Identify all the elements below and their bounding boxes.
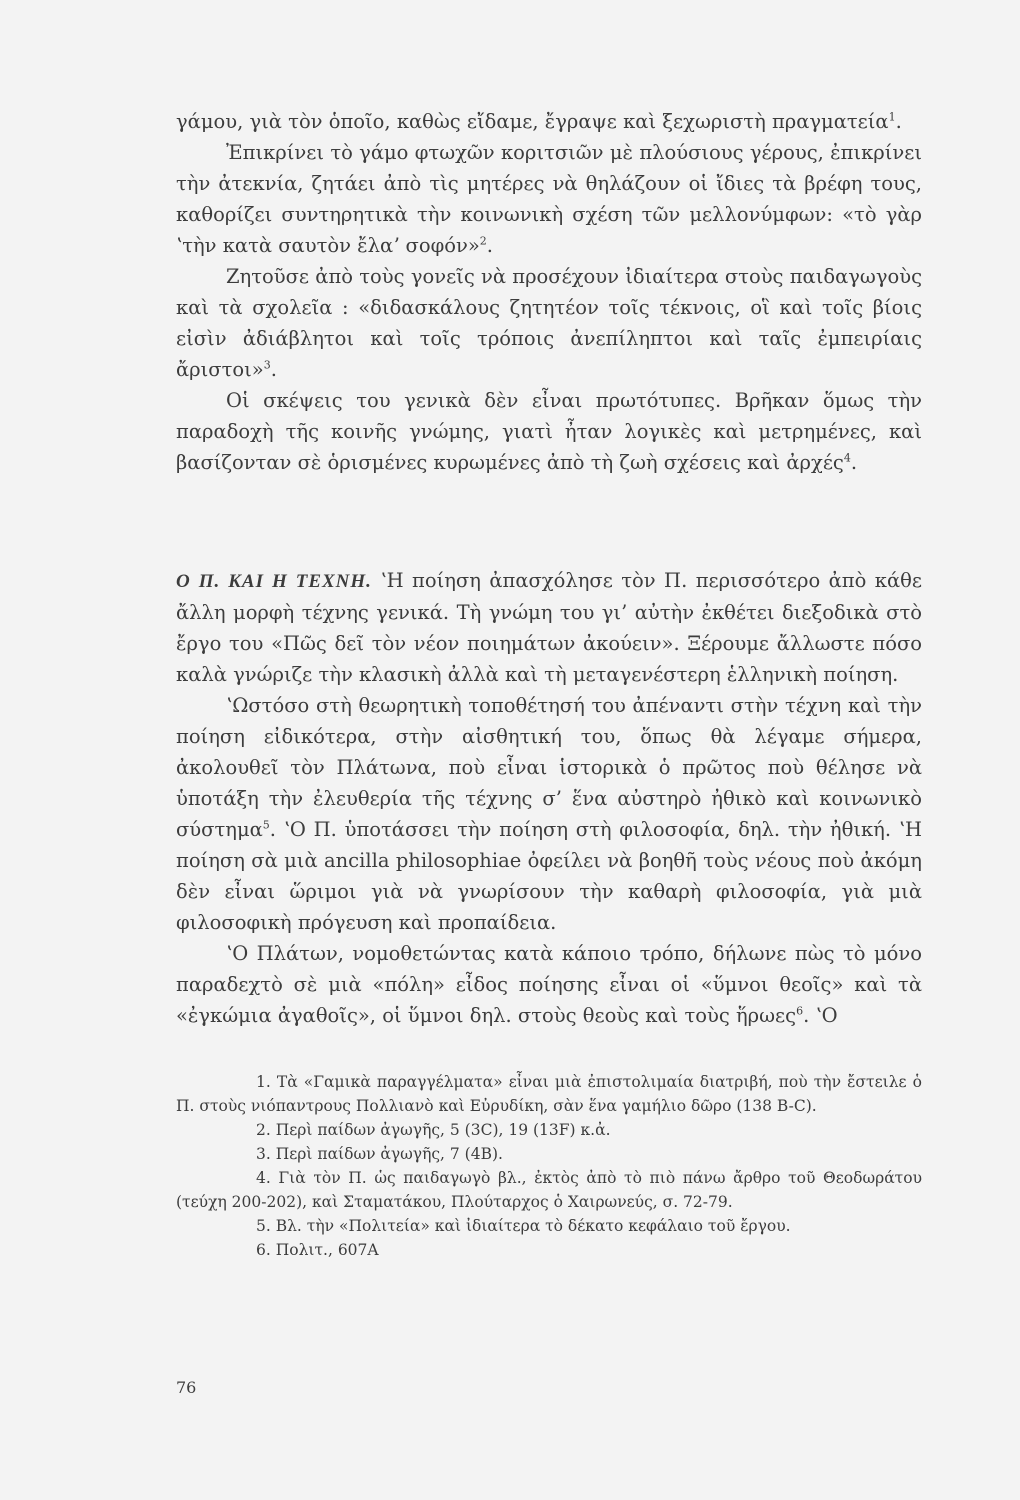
footnote-ref[interactable]: 6	[796, 1004, 804, 1018]
footnote: 1. Τὰ «Γαμικὰ παραγγέλματα» εἶναι μιὰ ἐπιστολιμαία διατριβή, ποὺ τὴν ἔστειλε ὁ Π. στοὺς νιόπαντρους Πολλιανὸ καὶ Εὐρυδίκη, σὰν ἕνα γαμήλιο δῶρο (138 B-C).	[176, 1073, 922, 1115]
section-heading: Ο Π. ΚΑΙ Η ΤΕΧΝΗ.	[176, 571, 372, 592]
paragraph: ʽΩστόσο στὴ θεωρητικὴ τοποθέτησή του ἀπέναντι στὴν τέχνη καὶ τὴν ποίηση εἰδικότερα, στὴν αἰσθητική του, ὅπως θὰ λέγαμε σήμερα, ἀκολουθεῖ τὸν Πλάτωνα, ποὺ εἶναι ἱστορικὰ ὁ πρῶτος ποὺ θέλησε νὰ ὑποτάξη τὴν ἐλευθερία τῆς τέχνης σ’ ἕνα αὐστηρὸ ἠθικὸ καὶ κοινωνικὸ σύστημα$^5$. ʽΟ Π. ὑποτάσσει τὴν ποίηση στὴ φιλοσοφία, δηλ. τὴν ἠθική. ʽΗ ποίηση σὰ μιὰ ancilla philosophiae ὀφείλει νὰ βοηθῆ τοὺς νέους ποὺ ἀκόμη δὲν εἶναι ὥριμοι γιὰ νὰ γνωρίσουν τὴν καθαρὴ φιλοσοφία, γιὰ μιὰ φιλοσοφικὴ πρόγευση καὶ προπαίδεια.	[176, 694, 922, 934]
paragraph: Ο Π. ΚΑΙ Η ΤΕΧΝΗ. ʽΗ ποίηση ἀπασχόλησε τὸν Π. περισσότερο ἀπὸ κάθε ἄλλη μορφὴ τέχνης γενικά. Τὴ γνώμη του γι’ αὐτὴν ἐκθέτει διεξοδικὰ στὸ ἔργο του «Πῶς δεῖ τὸν νέον ποιημάτων ἀκούειν». Ξέρουμε ἄλλωστε πόσο καλὰ γνώριζε τὴν κλασικὴ ἀλλὰ καὶ τὴ μεταγενέστερη ἑλληνικὴ ποίηση.	[176, 569, 922, 686]
paragraph: Οἱ σκέψεις του γενικὰ δὲν εἶναι πρωτότυπες. Βρῆκαν ὅμως τὴν παραδοχὴ τῆς κοινῆς γνώμης, γιατὶ ἦταν λογικὲς καὶ μετρημένες, καὶ βασίζονταν σὲ ὁρισμένες κυρωμένες ἀπὸ τὴ ζωὴ σχέσεις καὶ ἀρχές$^4$.	[176, 389, 922, 474]
paragraph: Ζητοῦσε ἀπὸ τοὺς γονεῖς νὰ προσέχουν ἰδιαίτερα στοὺς παιδαγωγοὺς καὶ τὰ σχολεῖα : «διδασκάλους ζητητέον τοῖς τέκνοις, οἳ καὶ τοῖς βίοις εἰσὶν ἀδιάβλητοι καὶ τοῖς τρόποις ἀνεπίληπτοι καὶ ταῖς ἐμπειρίαις ἄριστοι»$^3$.	[176, 265, 922, 381]
footnote: 3. Περὶ παίδων ἀγωγῆς, 7 (4B).	[256, 1145, 503, 1163]
paragraph: γάμου, γιὰ τὸν ὁποῖο, καθὼς εἴδαμε, ἔγραψε καὶ ξεχωριστὴ πραγματεία$^1$.	[176, 110, 902, 133]
paragraph: ʽΟ Πλάτων, νομοθετώντας κατὰ κάποιο τρόπο, δήλωνε πὼς τὸ μόνο παραδεχτὸ σὲ μιὰ «πόλη» εἶδος ποίησης εἶναι οἱ «ὕμνοι θεοῖς» καὶ τὰ «ἐγκώμια ἀγαθοῖς», οἱ ὕμνοι δηλ. στοὺς θεοὺς καὶ τοὺς ἥρωες$^6$. ʽΟ	[176, 942, 922, 1027]
page-number: 76	[176, 1378, 197, 1397]
footnote-ref[interactable]: 4	[843, 451, 851, 465]
footnote-ref[interactable]: 3	[263, 358, 271, 372]
footnote-ref[interactable]: 1	[888, 110, 896, 124]
main-text-top	[176, 106, 922, 478]
footnotes	[176, 1070, 922, 1262]
main-text-section	[176, 565, 922, 1031]
paragraph: Ἐπικρίνει τὸ γάμο φτωχῶν κοριτσιῶν μὲ πλούσιους γέρους, ἐπικρίνει τὴν ἀτεκνία, ζητάει ἀπὸ τὶς μητέρες νὰ θηλάζουν οἱ ἴδιες τὰ βρέφη τους, καθορίζει συντηρητικὰ τὴν κοινωνικὴ σχέση τῶν μελλονύμφων: «τὸ γὰρ ʽτὴν κατὰ σαυτὸν ἔλαʼ σοφόν»$^2$.	[176, 141, 922, 257]
footnote-ref[interactable]: 2	[479, 234, 487, 248]
footnote: 4. Γιὰ τὸν Π. ὡς παιδαγωγὸ βλ., ἐκτὸς ἀπὸ τὸ πιὸ πάνω ἄρθρο τοῦ Θεοδωράτου (τεύχη 200-202), καὶ Σταματάκου, Πλούταρχος ὁ Χαιρωνεύς, σ. 72-79.	[176, 1169, 922, 1211]
footnote: 2. Περὶ παίδων ἀγωγῆς, 5 (3C), 19 (13F) κ.ἀ.	[256, 1121, 611, 1139]
footnote: 5. Βλ. τὴν «Πολιτεία» καὶ ἰδιαίτερα τὸ δέκατο κεφάλαιο τοῦ ἔργου.	[256, 1217, 791, 1235]
footnote: 6. Πολιτ., 607A	[256, 1241, 379, 1259]
footnote-ref[interactable]: 5	[262, 818, 270, 832]
